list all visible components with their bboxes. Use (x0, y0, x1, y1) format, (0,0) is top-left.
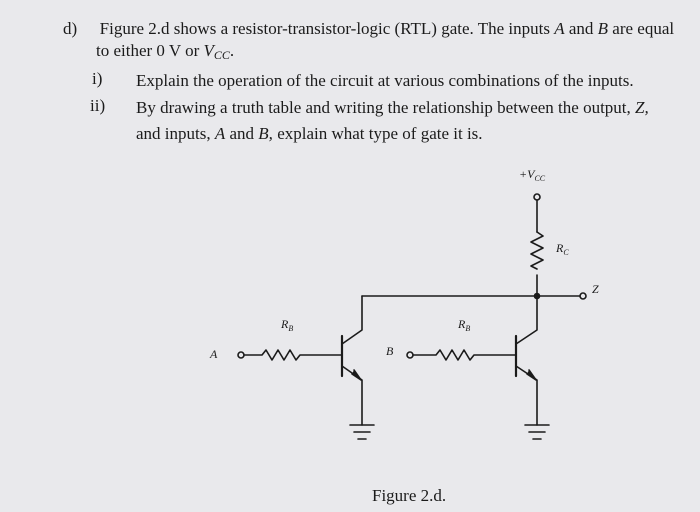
transistor-a-emitter-arrow (352, 370, 361, 380)
question-line-1: d) Figure 2.d shows a resistor-transistor-logic (RTL) gate. The inputs A and B are equal (63, 19, 675, 38)
question-number: d) (63, 19, 78, 38)
ground-a-icon (350, 425, 374, 439)
rb-a-label: $R_B$ (281, 317, 294, 333)
sub-question-text-2-line-1: By drawing a truth table and writing the relationship between the output, Z, (136, 98, 649, 117)
sub-question-text-2-line-2: and inputs, A and B, explain what type of gate it is. (136, 124, 483, 143)
output-z-label: Z (592, 282, 599, 296)
sub-question-number-1: i) (92, 69, 103, 88)
input-b-terminal (407, 352, 413, 358)
transistor-b-emitter (516, 366, 537, 425)
input-a-terminal (238, 352, 244, 358)
rc-label: $R_C$ (556, 241, 569, 257)
transistor-a-collector (342, 296, 362, 344)
output-terminal (580, 293, 586, 299)
input-a-label: A (210, 347, 218, 361)
sub-question-text-1: Explain the operation of the circuit at various combinations of the inputs. (136, 71, 634, 90)
rb-b-label: $R_B$ (458, 317, 471, 333)
sub-question-number-2: ii) (90, 96, 106, 115)
rb-resistor-b (413, 350, 516, 360)
rc-resistor (531, 232, 543, 269)
vcc-terminal (534, 194, 540, 200)
transistor-b-emitter-arrow (527, 370, 536, 380)
figure-caption: Figure 2.d. (372, 486, 447, 505)
transistor-b-collector (516, 296, 537, 344)
ground-b-icon (525, 425, 549, 439)
vcc-label: $+V_{CC}$ (519, 167, 546, 183)
rb-resistor-a (244, 350, 342, 360)
input-b-label: B (386, 344, 394, 358)
question-line-2: to either 0 V or $V_{CC}$. (96, 41, 235, 62)
